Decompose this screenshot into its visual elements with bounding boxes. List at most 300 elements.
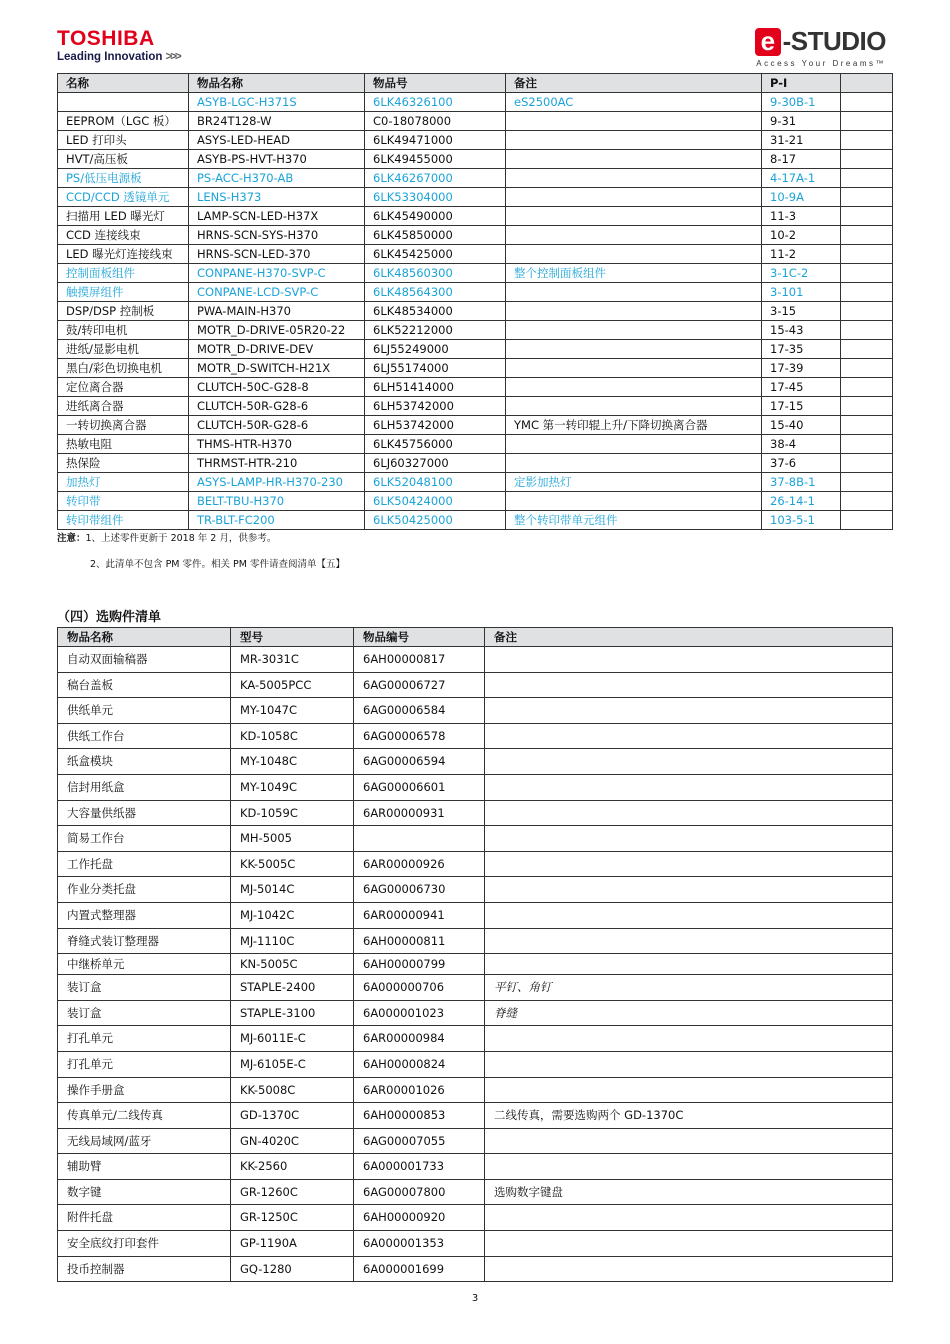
cell-part-no: 6LK52212000 (365, 321, 506, 340)
cell-name: 作业分类托盘 (58, 877, 231, 903)
col-header-part-no: 物品号 (365, 74, 506, 93)
cell-name: 转印带 (58, 492, 189, 511)
cell-part-no: 6LK46326100 (365, 93, 506, 112)
table-row (58, 188, 893, 207)
cell-part-no: 6LK49455000 (365, 150, 506, 169)
cell-remark (506, 359, 762, 378)
cell-part-name: BR24T128-W (189, 112, 365, 131)
cell-remark (485, 1077, 893, 1103)
chevron-right-icon: >>> (165, 51, 180, 63)
cell-model: MR-3031C (231, 647, 354, 673)
cell-remark (506, 321, 762, 340)
cell-part-name: CLUTCH-50R-G28-6 (189, 416, 365, 435)
cell-extra (841, 93, 893, 112)
cell-model: KK-2560 (231, 1154, 354, 1180)
estudio-e-icon: e (755, 28, 781, 56)
cell-pi: 9-31 (762, 112, 841, 131)
options-table (57, 627, 893, 1282)
cell-name: 信封用纸盒 (58, 774, 231, 800)
cell-remark (485, 1205, 893, 1231)
cell-code: 6AR00000941 (354, 902, 485, 928)
cell-extra (841, 207, 893, 226)
cell-name: 热保险 (58, 454, 189, 473)
cell-name: 鼓/转印电机 (58, 321, 189, 340)
table-row (58, 902, 893, 928)
cell-pi: 26-14-1 (762, 492, 841, 511)
cell-code: 6AG00006594 (354, 749, 485, 775)
col-header-part-name: 物品名称 (189, 74, 365, 93)
cell-name: 脊缝式装订整理器 (58, 928, 231, 954)
table-row (58, 1205, 893, 1231)
cell-remark: 平钉、角钉 (485, 975, 893, 1001)
table-row (58, 1231, 893, 1257)
cell-name: DSP/DSP 控制板 (58, 302, 189, 321)
table-row (58, 1051, 893, 1077)
cell-name: 投币控制器 (58, 1256, 231, 1282)
cell-extra (841, 131, 893, 150)
cell-name: 安全底纹打印套件 (58, 1231, 231, 1257)
table-row (58, 416, 893, 435)
cell-pi: 10-2 (762, 226, 841, 245)
table-row (58, 877, 893, 903)
table-row (58, 207, 893, 226)
cell-extra (841, 283, 893, 302)
cell-remark: eS2500AC (506, 93, 762, 112)
cell-pi: 103-5-1 (762, 511, 841, 530)
cell-code: 6AR00001026 (354, 1077, 485, 1103)
cell-remark (485, 954, 893, 975)
cell-extra (841, 150, 893, 169)
cell-pi: 4-17A-1 (762, 169, 841, 188)
table-row (58, 647, 893, 673)
cell-pi: 15-43 (762, 321, 841, 340)
cell-part-name: CONPANE-H370-SVP-C (189, 264, 365, 283)
cell-part-name: HRNS-SCN-LED-370 (189, 245, 365, 264)
cell-pi: 8-17 (762, 150, 841, 169)
table-row (58, 975, 893, 1001)
cell-code: 6AG00006584 (354, 698, 485, 724)
cell-part-no: 6LK50425000 (365, 511, 506, 530)
cell-remark: 脊缝 (485, 1000, 893, 1026)
table-row (58, 1026, 893, 1052)
tagline (57, 51, 180, 63)
table-row (58, 511, 893, 530)
cell-extra (841, 511, 893, 530)
cell-extra (841, 359, 893, 378)
cell-model: GD-1370C (231, 1103, 354, 1129)
cell-remark (485, 1128, 893, 1154)
cell-name: 黑白/彩色切换电机 (58, 359, 189, 378)
cell-extra (841, 321, 893, 340)
cell-part-no: 6LK46267000 (365, 169, 506, 188)
cell-model: MJ-6105E-C (231, 1051, 354, 1077)
cell-model: GP-1190A (231, 1231, 354, 1257)
cell-name: 触摸屏组件 (58, 283, 189, 302)
cell-name: 辅助臂 (58, 1154, 231, 1180)
cell-name: 稿台盖板 (58, 672, 231, 698)
table-row (58, 112, 893, 131)
estudio-logo (754, 24, 886, 70)
cell-model: STAPLE-3100 (231, 1000, 354, 1026)
cell-name: 扫描用 LED 曝光灯 (58, 207, 189, 226)
cell-remark: 整个转印带单元组件 (506, 511, 762, 530)
cell-remark (485, 902, 893, 928)
table-row (58, 698, 893, 724)
cell-model: KA-5005PCC (231, 672, 354, 698)
cell-extra (841, 245, 893, 264)
cell-remark: 整个控制面板组件 (506, 264, 762, 283)
cell-model: MY-1048C (231, 749, 354, 775)
table-row (58, 378, 893, 397)
cell-code (354, 826, 485, 852)
cell-remark: YMC 第一转印辊上升/下降切换离合器 (506, 416, 762, 435)
cell-model: GQ-1280 (231, 1256, 354, 1282)
cell-model: MH-5005 (231, 826, 354, 852)
cell-name (58, 93, 189, 112)
cell-name: 传真单元/二线传真 (58, 1103, 231, 1129)
cell-part-name: CLUTCH-50R-G28-6 (189, 397, 365, 416)
table-row (58, 1077, 893, 1103)
table-row (58, 954, 893, 975)
cell-remark (485, 1051, 893, 1077)
cell-name: 内置式整理器 (58, 902, 231, 928)
cell-pi: 3-15 (762, 302, 841, 321)
cell-model: KK-5008C (231, 1077, 354, 1103)
cell-name: CCD/CCD 透镜单元 (58, 188, 189, 207)
cell-remark (506, 131, 762, 150)
cell-remark (485, 749, 893, 775)
cell-part-name: CONPANE-LCD-SVP-C (189, 283, 365, 302)
col-header-item: 物品名称 (58, 628, 231, 647)
cell-pi: 3-101 (762, 283, 841, 302)
col-header-name: 名称 (58, 74, 189, 93)
cell-name: 热敏电阻 (58, 435, 189, 454)
table-row (58, 800, 893, 826)
cell-part-name: ASYS-LAMP-HR-H370-230 (189, 473, 365, 492)
col-header-code: 物品编号 (354, 628, 485, 647)
cell-remark: 选购数字键盘 (485, 1179, 893, 1205)
table-row (58, 1256, 893, 1282)
cell-code: 6A000001353 (354, 1231, 485, 1257)
cell-name: 打孔单元 (58, 1026, 231, 1052)
cell-remark (485, 1154, 893, 1180)
table-row (58, 131, 893, 150)
cell-part-name: CLUTCH-50C-G28-8 (189, 378, 365, 397)
cell-pi: 37-8B-1 (762, 473, 841, 492)
cell-pi: 9-30B-1 (762, 93, 841, 112)
note-line-2: 2、此清单不包含 PM 零件。相关 PM 零件请查阅清单【五】 (90, 559, 345, 570)
cell-part-name: PS-ACC-H370-AB (189, 169, 365, 188)
cell-name: 数字键 (58, 1179, 231, 1205)
cell-remark (506, 435, 762, 454)
cell-part-no: 6LK50424000 (365, 492, 506, 511)
cell-extra (841, 473, 893, 492)
cell-part-name: MOTR_D-DRIVE-05R20-22 (189, 321, 365, 340)
cell-remark (506, 492, 762, 511)
cell-part-name: MOTR_D-SWITCH-H21X (189, 359, 365, 378)
cell-code: 6AG00007800 (354, 1179, 485, 1205)
cell-remark: 二线传真，需要选购两个 GD-1370C (485, 1103, 893, 1129)
cell-part-name: HRNS-SCN-SYS-H370 (189, 226, 365, 245)
cell-remark (506, 150, 762, 169)
cell-part-name: PWA-MAIN-H370 (189, 302, 365, 321)
section-title: （四）选购件清单 (57, 610, 162, 625)
cell-pi: 17-35 (762, 340, 841, 359)
table-row (58, 851, 893, 877)
cell-pi: 38-4 (762, 435, 841, 454)
cell-remark (506, 283, 762, 302)
cell-name: CCD 连接线束 (58, 226, 189, 245)
cell-name: 一转切换离合器 (58, 416, 189, 435)
cell-model: STAPLE-2400 (231, 975, 354, 1001)
cell-name: 简易工作台 (58, 826, 231, 852)
cell-part-name: BELT-TBU-H370 (189, 492, 365, 511)
cell-extra (841, 264, 893, 283)
cell-part-no: 6LK48564300 (365, 283, 506, 302)
cell-extra (841, 188, 893, 207)
cell-remark (485, 1231, 893, 1257)
cell-remark (485, 774, 893, 800)
cell-code: 6AH00000811 (354, 928, 485, 954)
parts-table (57, 73, 893, 530)
cell-extra (841, 226, 893, 245)
options-table-header (58, 628, 893, 647)
cell-model: GN-4020C (231, 1128, 354, 1154)
estudio-wordmark (755, 26, 886, 57)
cell-model: KK-5005C (231, 851, 354, 877)
toshiba-logo: TOSHIBA (57, 27, 155, 50)
cell-part-no: 6LK45850000 (365, 226, 506, 245)
cell-part-name: ASYB-LGC-H371S (189, 93, 365, 112)
cell-remark (485, 1256, 893, 1282)
table-row (58, 321, 893, 340)
note-text-1: 1、上述零件更新于 2018 年 2 月，供参考。 (85, 533, 277, 544)
cell-pi: 3-1C-2 (762, 264, 841, 283)
cell-pi: 10-9A (762, 188, 841, 207)
cell-code: 6AR00000926 (354, 851, 485, 877)
cell-part-name: ASYS-LED-HEAD (189, 131, 365, 150)
cell-code: 6AH00000817 (354, 647, 485, 673)
cell-code: 6A000000706 (354, 975, 485, 1001)
cell-code: 6A000001699 (354, 1256, 485, 1282)
cell-remark (506, 226, 762, 245)
cell-model: KD-1059C (231, 800, 354, 826)
cell-name: 装订盒 (58, 975, 231, 1001)
cell-extra (841, 302, 893, 321)
table-row (58, 359, 893, 378)
cell-model: MJ-1110C (231, 928, 354, 954)
cell-name: 供纸工作台 (58, 723, 231, 749)
table-row (58, 1179, 893, 1205)
cell-remark (506, 245, 762, 264)
parts-table-header (58, 74, 893, 93)
table-row (58, 435, 893, 454)
cell-remark: 定影加热灯 (506, 473, 762, 492)
cell-code: 6AG00006601 (354, 774, 485, 800)
cell-remark (506, 397, 762, 416)
page-header (0, 0, 950, 72)
cell-name: 中继桥单元 (58, 954, 231, 975)
cell-pi: 17-45 (762, 378, 841, 397)
estudio-text: -STUDIO (782, 26, 886, 56)
cell-part-no: 6LK48560300 (365, 264, 506, 283)
table-row (58, 473, 893, 492)
cell-part-name: ASYB-PS-HVT-H370 (189, 150, 365, 169)
col-header-extra (841, 74, 893, 93)
table-row (58, 774, 893, 800)
table-row (58, 226, 893, 245)
cell-part-name: THRMST-HTR-210 (189, 454, 365, 473)
cell-pi: 37-6 (762, 454, 841, 473)
col-header-pi: P-I (762, 74, 841, 93)
table-row (58, 1103, 893, 1129)
table-row (58, 397, 893, 416)
cell-name: LED 打印头 (58, 131, 189, 150)
cell-name: 无线局域网/蓝牙 (58, 1128, 231, 1154)
cell-code: 6AG00006730 (354, 877, 485, 903)
cell-name: 打孔单元 (58, 1051, 231, 1077)
table-row (58, 1154, 893, 1180)
cell-part-no: 6LK49471000 (365, 131, 506, 150)
cell-extra (841, 340, 893, 359)
cell-extra (841, 169, 893, 188)
options-table-body (58, 647, 893, 1282)
cell-code: 6AG00007055 (354, 1128, 485, 1154)
cell-pi: 17-39 (762, 359, 841, 378)
table-row (58, 169, 893, 188)
cell-remark (485, 647, 893, 673)
cell-name: 操作手册盒 (58, 1077, 231, 1103)
parts-table-body (58, 93, 893, 530)
cell-part-name: THMS-HTR-H370 (189, 435, 365, 454)
cell-remark (506, 207, 762, 226)
cell-remark (485, 672, 893, 698)
cell-part-name: LAMP-SCN-LED-H37X (189, 207, 365, 226)
cell-remark (485, 698, 893, 724)
cell-name: LED 曝光灯连接线束 (58, 245, 189, 264)
note-line-1 (57, 533, 276, 545)
col-header-model: 型号 (231, 628, 354, 647)
cell-extra (841, 435, 893, 454)
cell-name: 装订盒 (58, 1000, 231, 1026)
cell-remark (485, 851, 893, 877)
cell-name: 纸盒模块 (58, 749, 231, 775)
table-row (58, 928, 893, 954)
cell-part-no: 6LH53742000 (365, 397, 506, 416)
cell-pi: 11-3 (762, 207, 841, 226)
cell-code: 6A000001733 (354, 1154, 485, 1180)
cell-code: 6AH00000920 (354, 1205, 485, 1231)
cell-code: 6AH00000824 (354, 1051, 485, 1077)
cell-model: MJ-6011E-C (231, 1026, 354, 1052)
cell-part-no: 6LK52048100 (365, 473, 506, 492)
cell-name: 进纸离合器 (58, 397, 189, 416)
cell-model: GR-1250C (231, 1205, 354, 1231)
cell-extra (841, 112, 893, 131)
cell-name: 工作托盘 (58, 851, 231, 877)
table-row (58, 245, 893, 264)
cell-model: GR-1260C (231, 1179, 354, 1205)
cell-model: MJ-1042C (231, 902, 354, 928)
cell-code: 6AR00000984 (354, 1026, 485, 1052)
cell-model: KD-1058C (231, 723, 354, 749)
cell-extra (841, 397, 893, 416)
cell-model: MJ-5014C (231, 877, 354, 903)
cell-name: HVT/高压板 (58, 150, 189, 169)
cell-remark (506, 340, 762, 359)
table-row (58, 283, 893, 302)
table-row (58, 826, 893, 852)
table-row (58, 1128, 893, 1154)
cell-extra (841, 416, 893, 435)
cell-name: EEPROM（LGC 板） (58, 112, 189, 131)
cell-code: 6AR00000931 (354, 800, 485, 826)
cell-code: 6A000001023 (354, 1000, 485, 1026)
cell-extra (841, 492, 893, 511)
cell-remark (485, 877, 893, 903)
table-row (58, 749, 893, 775)
note-label: 注意： (57, 533, 86, 544)
cell-part-no: 6LH51414000 (365, 378, 506, 397)
cell-name: 进纸/显影电机 (58, 340, 189, 359)
estudio-slogan: Access Your Dreams™ (756, 59, 886, 68)
table-row (58, 264, 893, 283)
table-row (58, 302, 893, 321)
cell-remark (485, 826, 893, 852)
cell-part-name: LENS-H373 (189, 188, 365, 207)
cell-name: 定位离合器 (58, 378, 189, 397)
cell-model: MY-1047C (231, 698, 354, 724)
cell-remark (485, 928, 893, 954)
cell-part-name: MOTR_D-DRIVE-DEV (189, 340, 365, 359)
cell-part-no: 6LJ55249000 (365, 340, 506, 359)
table-row (58, 150, 893, 169)
cell-code: 6AH00000853 (354, 1103, 485, 1129)
cell-pi: 31-21 (762, 131, 841, 150)
cell-part-no: 6LK48534000 (365, 302, 506, 321)
table-row (58, 93, 893, 112)
cell-name: 加热灯 (58, 473, 189, 492)
col-header-note: 备注 (485, 628, 893, 647)
cell-name: 大容量供纸器 (58, 800, 231, 826)
cell-remark (506, 169, 762, 188)
cell-pi: 17-15 (762, 397, 841, 416)
table-row (58, 340, 893, 359)
cell-remark (485, 1026, 893, 1052)
cell-code: 6AG00006578 (354, 723, 485, 749)
cell-part-no: 6LK53304000 (365, 188, 506, 207)
page-number: 3 (471, 1293, 479, 1304)
cell-remark (506, 378, 762, 397)
cell-part-no: 6LJ55174000 (365, 359, 506, 378)
cell-pi: 15-40 (762, 416, 841, 435)
cell-remark (485, 723, 893, 749)
cell-model: MY-1049C (231, 774, 354, 800)
notes (57, 533, 345, 570)
cell-part-no: 6LK45490000 (365, 207, 506, 226)
cell-name: 控制面板组件 (58, 264, 189, 283)
table-row (58, 723, 893, 749)
cell-part-no: 6LK45425000 (365, 245, 506, 264)
col-header-remark: 备注 (506, 74, 762, 93)
table-row (58, 1000, 893, 1026)
table-row (58, 492, 893, 511)
cell-part-no: C0-18078000 (365, 112, 506, 131)
cell-name: 自动双面输稿器 (58, 647, 231, 673)
cell-name: PS/低压电源板 (58, 169, 189, 188)
cell-remark (485, 800, 893, 826)
cell-name: 附件托盘 (58, 1205, 231, 1231)
